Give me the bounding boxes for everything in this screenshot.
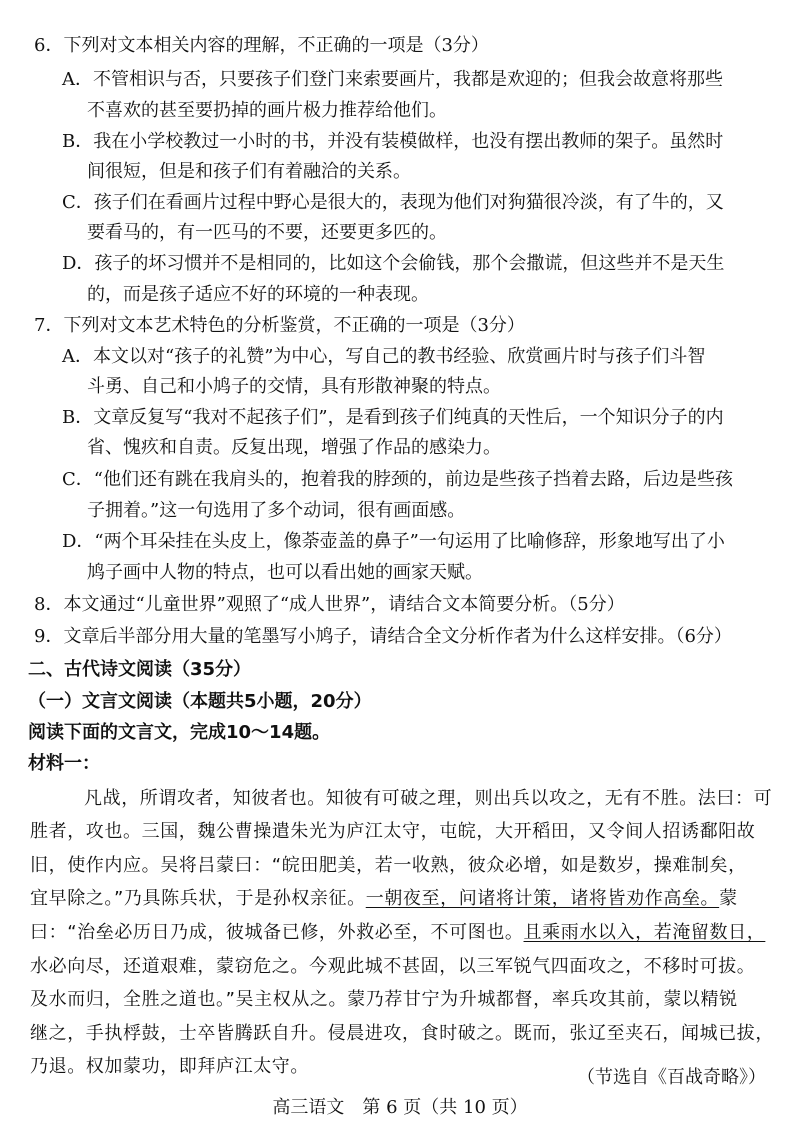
q6-option-d-line2: 的，而是孩子适应不好的环境的一种表现。 (87, 284, 429, 305)
q7-option-d-line1: D．“两个耳朵挂在头皮上，像荼壶盖的鼻子”一句运用了比喻修辞，形象地写出了小 (62, 531, 725, 552)
passage-line-8: 继之，手执桴鼓，士卒皆腾跃自升。侵晨进攻，食时破之。既而，张辽至夹石，闻城已拔， (30, 1023, 774, 1044)
q6-option-c-line2: 要看马的，有一匹马的不要，还要更多匹的。 (87, 222, 447, 243)
q6-option-d-line1: D．孩子的坏习惯并不是相同的，比如这个会偷钱，那个会撒谎，但这些并不是天生 (62, 253, 725, 274)
passage-line-4 (30, 885, 780, 913)
q6-option-b-line2: 间很短，但是和孩子们有着融洽的关系。 (87, 161, 411, 182)
passage-line-7: 及水而归，全胜之道也。”吴主权从之。蒙乃荐甘宁为升城都督，率兵攻其前，蒙以精锐 (30, 989, 738, 1010)
q7-option-a-line1: A．本文以对“孩子的礼赞”为中心，写自己的教书经验、欣赏画片时与孩子们斗智 (62, 346, 706, 367)
q6-option-a-line2: 不喜欢的甚至要扔掉的画片极力推荐给他们。 (87, 100, 447, 121)
q7-option-c-line1: C．“他们还有跳在我肩头的，抱着我的脖颈的，前边是些孩子挡着去路，后边是些孩 (62, 469, 733, 490)
passage-line-4-start: 宜早除之。”乃具陈兵状，于是孙权亲征。 (30, 888, 366, 909)
q7-option-a-line2: 斗勇、自己和小鸠子的交情，具有形散神聚的特点。 (87, 376, 501, 397)
underlined-sentence-1: 一朝夜至，问诸将计策，诸将皆劝作高垒。 (365, 888, 720, 909)
q6-option-c-line1: C．孩子们在看画片过程中野心是很大的，表现为他们对狗猫很冷淡，有了牛的，又 (62, 192, 724, 213)
passage-line-9: 乃退。权加蒙功，即拜庐江太守。 (30, 1056, 309, 1077)
passage-line-2: 胜者，攻也。三国，魏公曹操遣朱光为庐江太守，屯皖，大开稻田，又令间人招诱鄱阳故 (30, 821, 756, 842)
question-7-stem: 7．下列对文本艺术特色的分析鉴赏，不正确的一项是（3分） (34, 315, 525, 336)
section-heading-classical: 二、古代诗文阅读（35分） (28, 659, 252, 680)
q7-option-b-line2: 省、愧疚和自责。反复出现，增强了作品的感染力。 (87, 437, 501, 458)
question-8: 8．本文通过“儿童世界”观照了“成人世界”，请结合文本简要分析。（5分） (34, 594, 625, 615)
passage-line-5 (30, 919, 780, 947)
question-6-stem: 6．下列对文本相关内容的理解，不正确的一项是（3分） (34, 35, 489, 56)
passage-line-1: 凡战，所谓攻者，知彼者也。知彼有可破之理，则出兵以攻之，无有不胜。法曰：可 (84, 788, 773, 809)
q6-option-b-line1: B．我在小学校教过一小时的书，并没有装模做样，也没有摆出教师的架子。虽然时 (62, 131, 724, 152)
passage-line-5-start: 曰：“治垒必历日乃成，彼城备已修，外救必至，不可图也。 (30, 922, 524, 943)
q7-option-b-line1: B．文章反复写“我对不起孩子们”，是看到孩子们纯真的天性后，一个知识分子的内 (62, 407, 724, 428)
q7-option-c-line2: 子拥着。”这一句选用了多个动词，很有画面感。 (87, 500, 466, 521)
page-footer: 高三语文 第 6 页（共 10 页） (272, 1097, 528, 1118)
passage-line-4-end: 蒙 (719, 888, 738, 909)
passage-line-6: 水必向尽，还道艰难，蒙窃危之。今观此城不甚固，以三军锐气四面攻之，不移时可拔。 (30, 956, 756, 977)
question-9: 9．文章后半部分用大量的笔墨写小鸠子，请结合全文分析作者为什么这样安排。（6分） (34, 626, 732, 647)
q7-option-d-line2: 鸠子画中人物的特点，也可以看出她的画家天赋。 (87, 562, 483, 583)
reading-instruction: 阅读下面的文言文，完成10～14题。 (28, 722, 331, 743)
underlined-sentence-2: 且乘雨水以入，若淹留数日， (523, 922, 766, 943)
q6-option-a-line1: A．不管相识与否，只要孩子们登门来索要画片，我都是欢迎的；但我会故意将那些 (62, 69, 723, 90)
material-label: 材料一： (28, 753, 100, 774)
passage-line-3: 旧，使作内应。吴将吕蒙曰：“皖田肥美，若一收熟，彼众必增，如是数岁，操难制矣， (30, 855, 747, 876)
passage-source: （节选自《百战奇略》） (577, 1067, 766, 1088)
subsection-heading-wenyan: （一）文言文阅读（本题共5小题，20分） (28, 691, 372, 712)
